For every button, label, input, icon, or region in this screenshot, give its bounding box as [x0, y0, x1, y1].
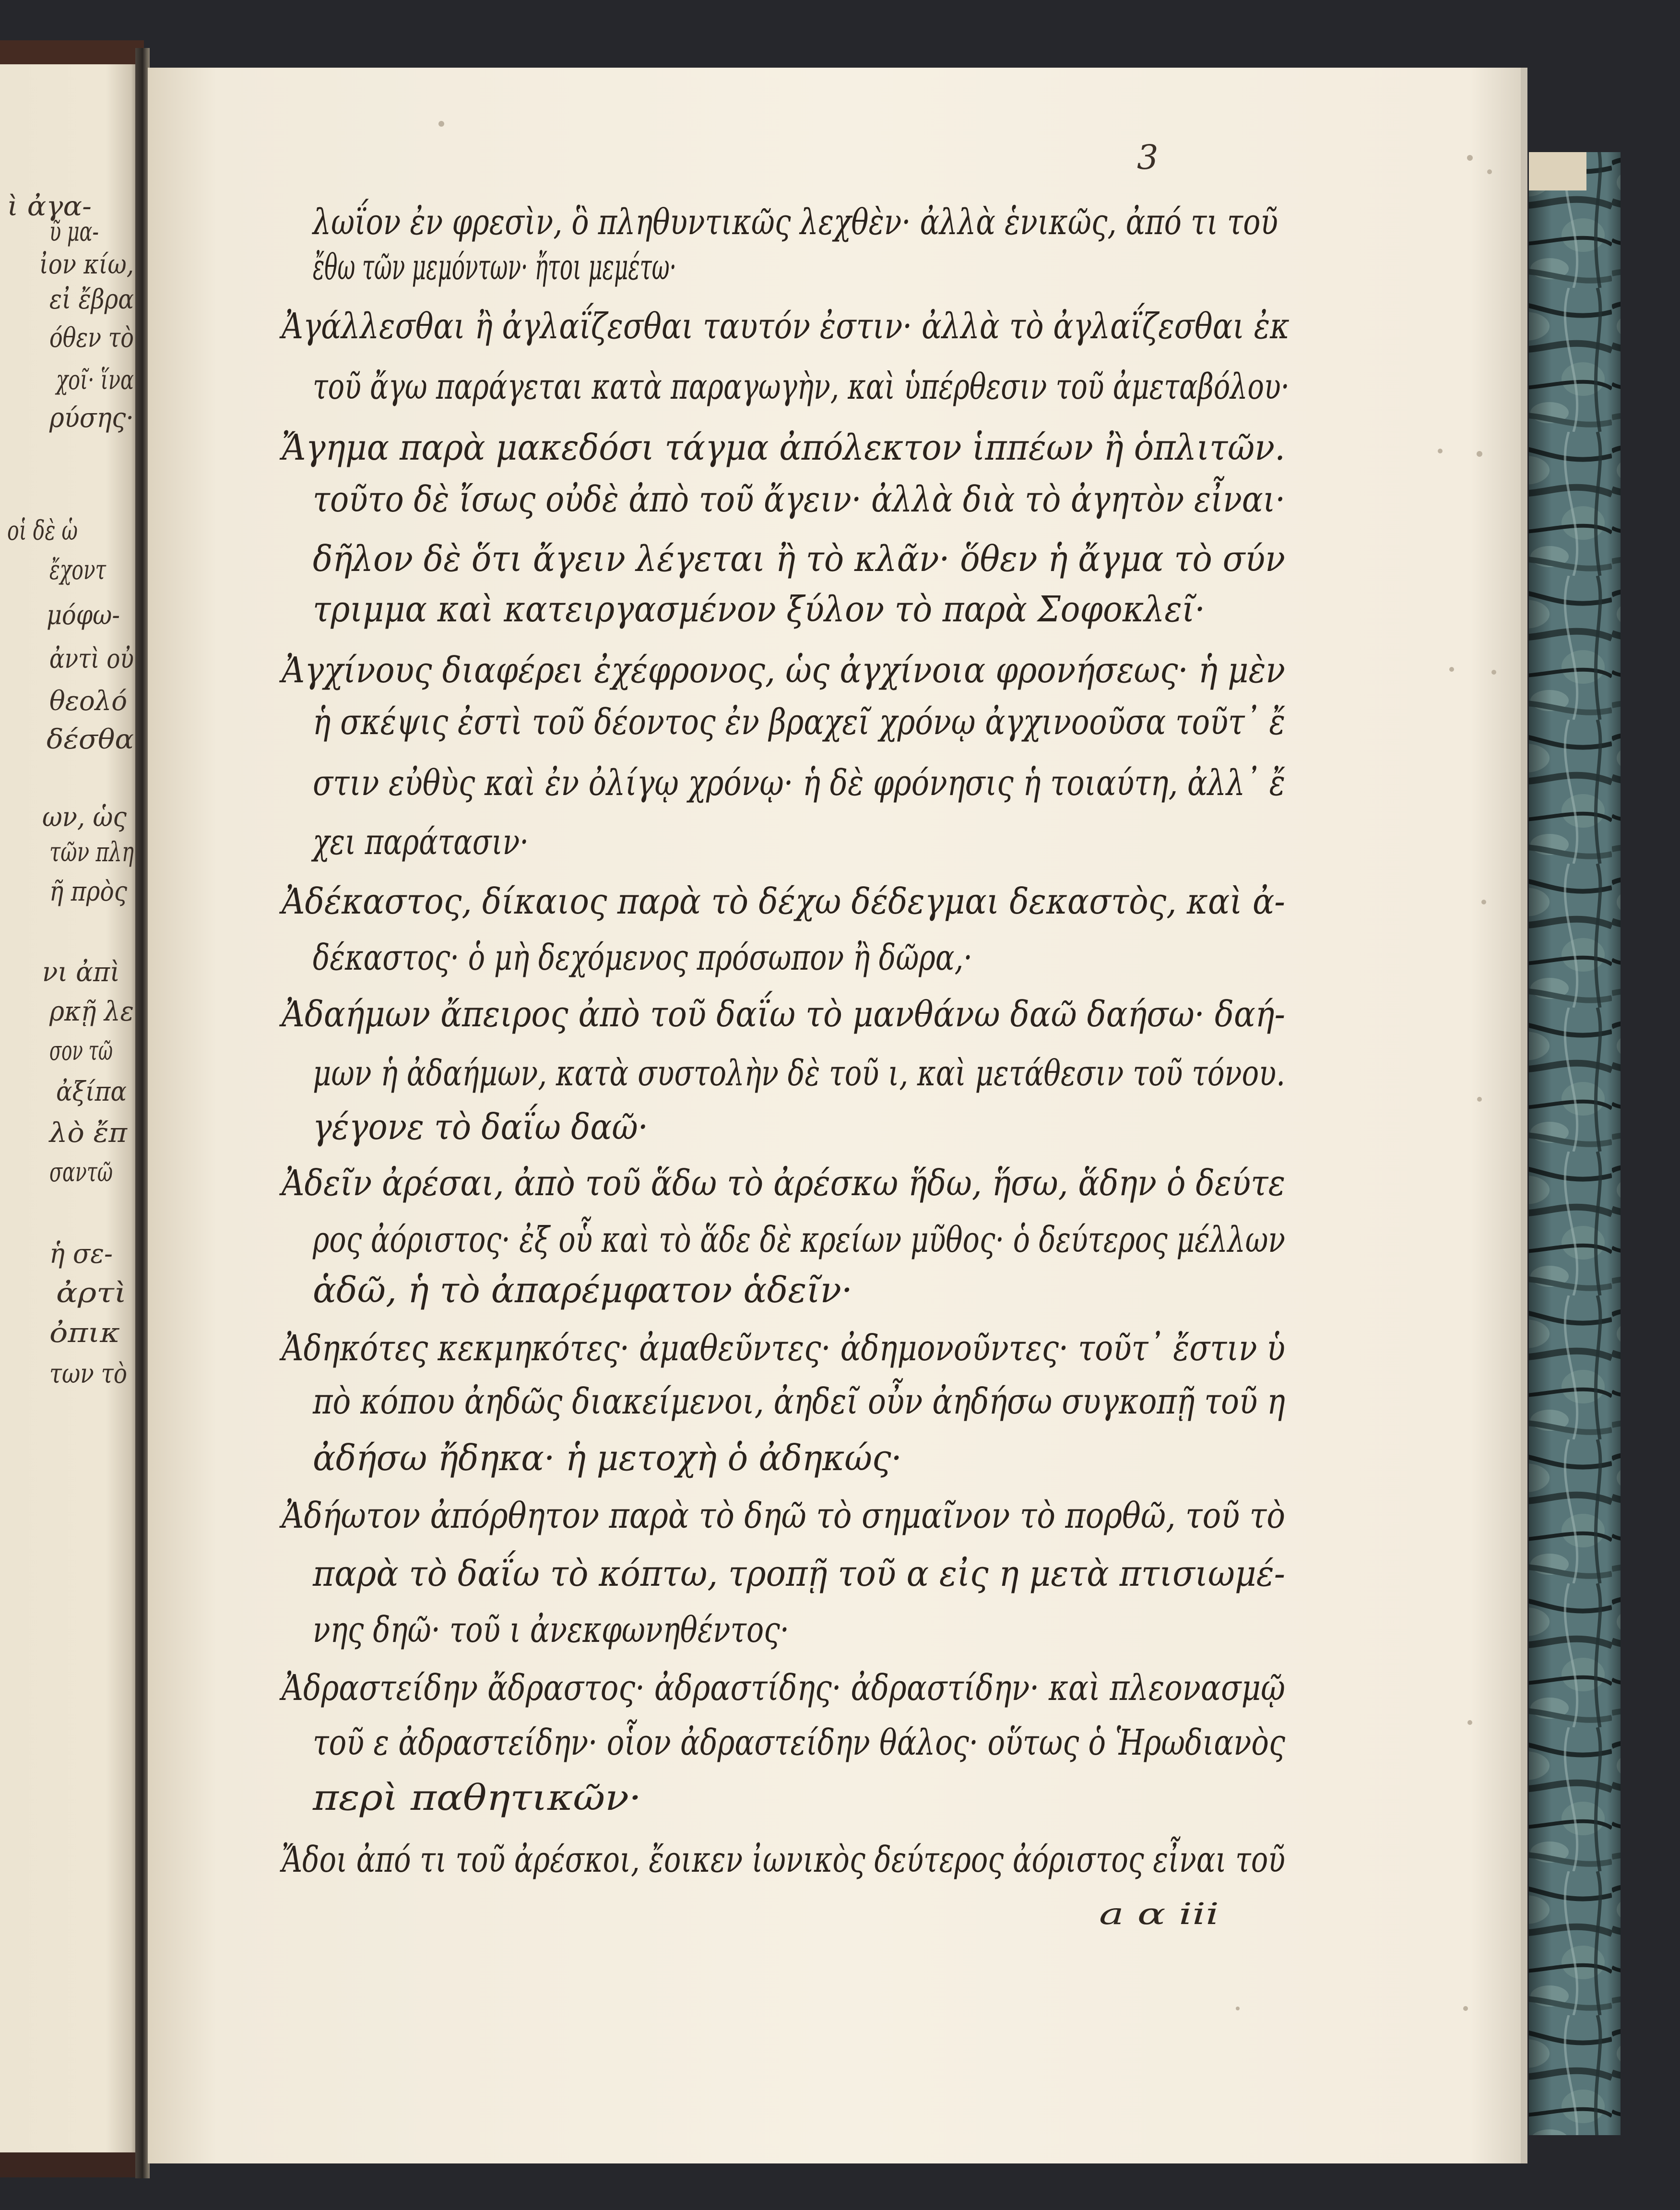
left-page-fragment: εἰ ἔβρα — [49, 284, 134, 315]
main-text-line: μων ἡ ἀδαήμων, κατὰ συστολὴν δὲ τοῦ ι, καὶ μετάθεσιν τοῦ τόνου. — [313, 1053, 1285, 1094]
paper-speck — [1481, 900, 1486, 904]
main-text-line: Ἀδεῖν ἀρέσαι, ἀπὸ τοῦ ἅδω τὸ ἀρέσκω ἥδω, ἥσω, ἅδην ὁ δεύτε — [279, 1163, 1285, 1204]
left-page-fragment: θεολό — [49, 686, 127, 717]
main-text-line: λωΐον ἐν φρεσὶν, ὃ πληθυντικῶς λεχθὲν· ἀλλὰ ἑνικῶς, ἀπό τι τοῦ — [313, 202, 1502, 243]
paper-speck — [1477, 1097, 1482, 1102]
main-text-line: ἁδῶ, ἡ τὸ ἀπαρέμφατον ἁδεῖν· — [313, 1270, 852, 1311]
gutter-shadow — [135, 48, 150, 2178]
left-page-fragment: ἀρτὶ — [56, 1278, 127, 1309]
page-number: 3 — [1137, 138, 1159, 177]
left-page-fragment: ἀξίπα — [56, 1076, 127, 1107]
main-text-line: ἀδήσω ἤδηκα· ἡ μετοχὴ ὁ ἀδηκώς· — [313, 1438, 902, 1479]
left-cover-edge — [0, 40, 144, 67]
main-text-line: Ἄγημα παρὰ μακεδόσι τάγμα ἀπόλεκτον ἱππέων ἢ ὁπλιτῶν. — [279, 427, 1285, 468]
paper-speck — [1236, 2007, 1240, 2010]
paper-speck — [1487, 169, 1492, 174]
main-text-line: στιν εὐθὺς καὶ ἐν ὀλίγῳ χρόνῳ· ἡ δὲ φρόνησις ἡ τοιαύτη, ἀλλ᾽ ἔ — [313, 762, 1286, 804]
main-text-line: παρὰ τὸ δαΐω τὸ κόπτω, τροπῇ τοῦ α εἰς η μετὰ πτισιωμέ- — [313, 1553, 1359, 1594]
left-page-fragment: ῦ μα- — [49, 216, 99, 248]
left-page-fragment: νι ἀπὶ — [42, 957, 120, 988]
left-page-fragment: ἀντὶ οὐ — [49, 643, 134, 675]
main-text-line: τριμμα καὶ κατειργασμένον ξύλον τὸ παρὰ Σοφοκλεῖ· — [313, 589, 1205, 630]
left-page-fragment: ἔχοντ — [49, 555, 106, 586]
main-text-line: Ἀγχίνους διαφέρει ἐχέφρονος, ὡς ἀγχίνοια φρονήσεως· ἡ μὲν — [279, 650, 1285, 691]
left-page-fragment: ἡ σε- — [49, 1238, 113, 1270]
left-page-fragment: των τὸ — [49, 1358, 127, 1390]
left-page-fragment: χοῖ· ἵνα — [55, 365, 134, 396]
main-text-line: Ἄδοι ἀπό τι τοῦ ἀρέσκοι, ἔοικεν ἰωνικὸς δεύτερος ἀόριστος εἶναι τοῦ — [282, 1839, 1544, 1880]
main-text-line: Ἀδήωτον ἀπόρθητον παρὰ τὸ δηῶ τὸ σημαῖνον τὸ πορθῶ, τοῦ τὸ — [279, 1495, 1286, 1536]
paper-speck — [438, 121, 444, 127]
left-page-fragment: σον τῶ — [49, 1035, 113, 1067]
left-page-fragment: ων, ὡς — [42, 802, 127, 833]
main-text-line: ἡ σκέψις ἐστὶ τοῦ δέοντος ἐν βραχεῖ χρόνῳ ἀγχινοοῦσα τοῦτ᾽ ἔ — [313, 701, 1286, 743]
left-page-fragment: ἰον κίω, — [39, 249, 134, 280]
main-text-line: τοῦ ἄγω παράγεται κατὰ παραγωγὴν, καὶ ὑπέρθεσιν τοῦ ἀμεταβόλου· — [313, 366, 1290, 407]
main-text-line: δῆλον δὲ ὅτι ἄγειν λέγεται ἢ τὸ κλᾶν· ὅθεν ἡ ἄγμα τὸ σύν — [313, 538, 1285, 580]
left-page-fragment: ὶ ἀγα- — [7, 191, 92, 222]
paper-speck — [1449, 667, 1454, 672]
left-page-fragment: τῶν πλη — [49, 837, 134, 868]
paper-speck — [1477, 451, 1482, 457]
paper-speck — [1467, 1720, 1472, 1725]
paper-speck — [1438, 449, 1443, 453]
left-page-fragment: όθεν τὸ — [49, 322, 134, 354]
main-text-line: Ἀδαήμων ἄπειρος ἀπὸ τοῦ δαΐω τὸ μανθάνω δαῶ δαήσω· δαή- — [282, 994, 1401, 1035]
main-text-line: περὶ παθητικῶν· — [312, 1777, 641, 1818]
left-page-fragment: δέσθα — [47, 724, 134, 755]
main-text-line: τοῦ ε ἀδραστείδην· οἷον ἀδραστείδην θάλος· οὕτως ὁ Ἡρωδιανὸς — [313, 1722, 1497, 1763]
main-text-line: Ἀδέκαστος, δίκαιος παρὰ τὸ δέχω δέδεγμαι δεκαστὸς, καὶ ἀ- — [279, 881, 1285, 922]
paper-speck — [1467, 155, 1473, 161]
main-text-line: Ἀδραστείδην ἄδραστος· ἀδραστίδης· ἀδραστίδην· καὶ πλεονασμῷ — [279, 1667, 1285, 1709]
left-page-fragment: λὸ ἔπ — [48, 1117, 128, 1149]
paper-speck — [1491, 670, 1496, 675]
signature-mark: a α iii — [1099, 1896, 1219, 1931]
left-page-fragment: μόφω- — [47, 600, 120, 631]
main-text-line: νης δηῶ· τοῦ ι ἀνεκφωνηθέντος· — [313, 1609, 789, 1651]
left-page-fragment: σαντῶ — [49, 1157, 113, 1188]
left-page-fragment: ῆ πρὸς — [49, 876, 128, 907]
cover-edge-shade — [1529, 152, 1621, 2135]
book-block-edge — [1529, 152, 1586, 190]
left-page-fragment: ὀπικ — [49, 1318, 120, 1349]
left-page-fragment: ρκῇ λε — [49, 996, 134, 1027]
main-text-line: Ἀδηκότες κεκμηκότες· ἀμαθεῦντες· ἀδημονοῦντες· τοῦτ᾽ ἔστιν ὑ — [279, 1328, 1285, 1369]
main-text-line: τοῦτο δὲ ἴσως οὐδὲ ἀπὸ τοῦ ἄγειν· ἀλλὰ διὰ τὸ ἀγητὸν εἶναι· — [313, 479, 1420, 520]
main-text-line: ἔθω τῶν μεμόντων· ἤτοι μεμέτω· — [313, 247, 676, 288]
main-text-line: πὸ κόπου ἀηδῶς διακείμενοι, ἀηδεῖ οὖν ἀηδήσω συγκοπῇ τοῦ η — [313, 1381, 1457, 1422]
main-text-line: δέκαστος· ὁ μὴ δεχόμενος πρόσωπον ἢ δῶρα,· — [313, 937, 972, 978]
main-text-line: χει παράτασιν· — [311, 821, 529, 863]
left-page-fragment: οἱ δὲ ὡ — [7, 515, 78, 547]
main-text-line: γέγονε τὸ δαΐω δαῶ· — [313, 1106, 685, 1148]
right-page-edge — [1521, 68, 1527, 2163]
left-cover-bottom — [0, 2152, 144, 2177]
main-text-line: ρος ἀόριστος· ἐξ οὗ καὶ τὸ ἅδε δὲ κρείων μῦθος· ὁ δεύτερος μέλλων — [313, 1219, 1544, 1260]
paper-speck — [1463, 2006, 1468, 2011]
main-text-line: Ἀγάλλεσθαι ἢ ἀγλαΐζεσθαι ταυτόν ἐστιν· ἀλλὰ τὸ ἀγλαΐζεσθαι ἐκ — [282, 306, 1480, 347]
left-page-fragment: ρύσης· — [49, 403, 134, 434]
